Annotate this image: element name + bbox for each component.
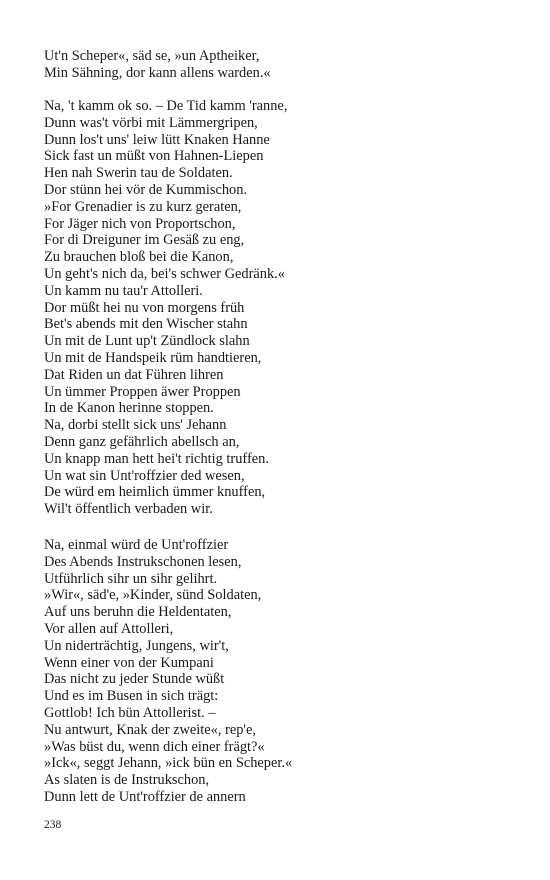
verse-line: Un wat sin Unt'roffzier ded wesen,	[44, 467, 245, 484]
verse-line: Zu brauchen bloß bei die Kanon,	[44, 249, 234, 266]
verse-line: Un niderträchtig, Jungens, wir't,	[44, 637, 229, 654]
verse-line: Gottlob! Ich bün Attollerist. –	[44, 704, 216, 721]
verse-line: Na, einmal würd de Unt'roffzier	[44, 537, 229, 553]
verse-line: Wil't öffentlich verbaden wir.	[44, 501, 213, 518]
verse-line: Dor müßt hei nu von morgens früh	[44, 299, 245, 316]
verse-line: Ut'n Scheper«, säd se, »un Aptheiker,	[44, 48, 260, 64]
verse-line: Min Sähning, dor kann allens warden.«	[44, 64, 271, 81]
verse-line: Vor allen auf Attolleri,	[44, 620, 174, 637]
verse-line: Dunn was't vörbi mit Lämmergripen,	[44, 114, 258, 131]
verse-line: Dunn lett de Unt'roffzier de annern	[44, 788, 246, 805]
stanza-1	[44, 48, 271, 82]
verse-line: »Wir«, säd'e, »Kinder, sünd Soldaten,	[44, 587, 262, 604]
stanza-3	[44, 537, 292, 806]
verse-line: »For Grenadier is zu kurz geraten,	[44, 198, 242, 215]
verse-line: Und es im Busen in sich trägt:	[44, 688, 219, 705]
verse-line: For Jäger nich von Proportschon,	[44, 215, 236, 232]
verse-line: »Was büst du, wenn dich einer frägt?«	[44, 738, 265, 755]
stanza-2	[44, 98, 287, 518]
verse-line: Das nicht zu jeder Stunde wüßt	[44, 671, 225, 688]
verse-line: Nu antwurt, Knak der zweite«, rep'e,	[44, 721, 256, 738]
verse-line: Un mit de Handspeik rüm handtieren,	[44, 349, 262, 366]
verse-line: De würd em heimlich ümmer knuffen,	[44, 484, 266, 501]
verse-line: Dat Riden un dat Führen lihren	[44, 366, 224, 383]
verse-line: Un ümmer Proppen äwer Proppen	[44, 383, 241, 400]
verse-line: Wenn einer von der Kumpani	[44, 654, 214, 671]
verse-line: Un mit de Lunt up't Zündlock slahn	[44, 333, 250, 350]
verse-line: Dor stünn hei vör de Kummischon.	[44, 181, 248, 198]
verse-line: Hen nah Swerin tau de Soldaten.	[44, 165, 233, 182]
verse-line: Bet's abends mit den Wischer stahn	[44, 316, 248, 333]
verse-line: For di Dreiguner im Gesäß zu eng,	[44, 232, 245, 249]
verse-line: Sick fast un müßt von Hahnen-Liepen	[44, 148, 264, 165]
verse-line: Un knapp man hett hei't richtig truffen.	[44, 450, 269, 467]
verse-line: Dunn los't uns' leiw lütt Knaken Hanne	[44, 131, 270, 148]
verse-line: Des Abends Instrukschonen lesen,	[44, 553, 242, 570]
verse-line: Na, dorbi stellt sick uns' Jehann	[44, 417, 227, 434]
verse-line: In de Kanon herinne stoppen.	[44, 400, 214, 417]
verse-line: Utführlich sihr un sihr gelihrt.	[44, 570, 218, 587]
verse-line: Na, 't kamm ok so. – De Tid kamm 'ranne,	[44, 98, 288, 114]
page-number: 238	[44, 819, 62, 831]
verse-line: Un kamm nu tau'r Attolleri.	[44, 282, 203, 299]
verse-line: »Ick«, seggt Jehann, »ick bün en Scheper.«	[44, 755, 293, 772]
verse-line: Denn ganz gefährlich abellsch an,	[44, 433, 240, 450]
verse-line: As slaten is de Instrukschon,	[44, 772, 210, 789]
verse-line: Auf uns beruhn die Heldentaten,	[44, 604, 232, 621]
verse-line: Un geht's nich da, bei's schwer Gedränk.«	[44, 265, 285, 282]
